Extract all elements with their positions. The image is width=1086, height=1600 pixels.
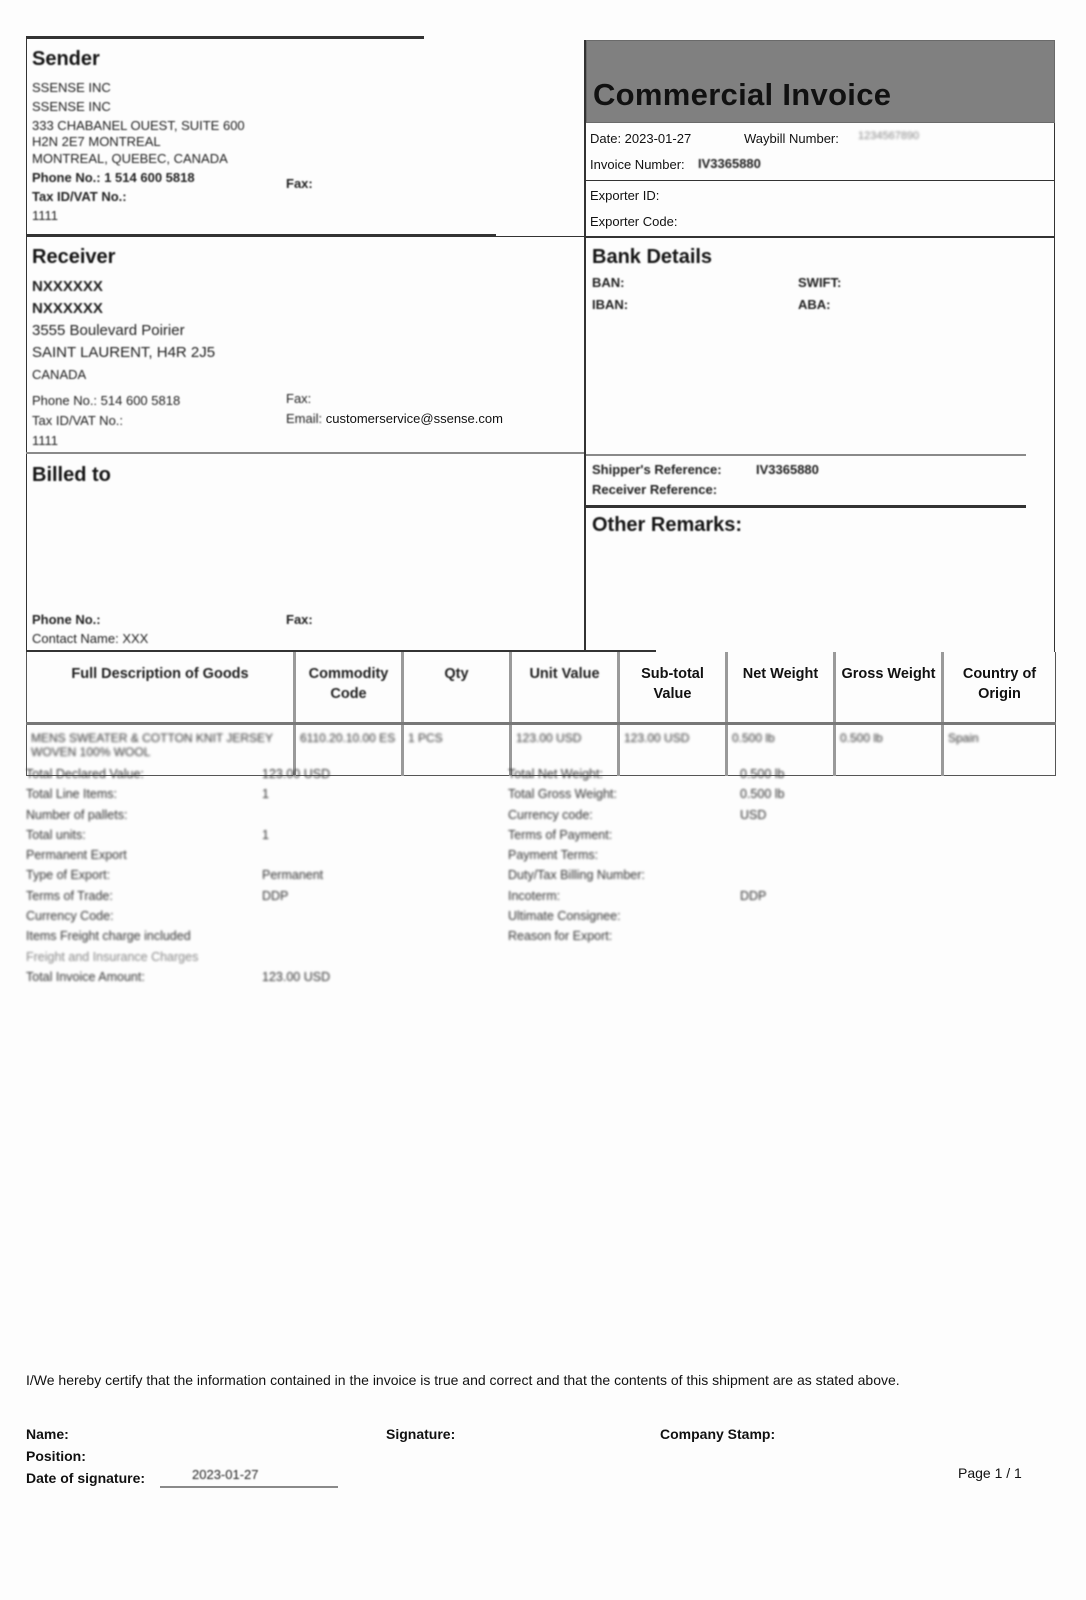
summary-right-label: Total Gross Weight: [508, 787, 617, 802]
date-signature-underline [160, 1486, 338, 1488]
cell-qty: 1 PCS [403, 724, 511, 776]
summary-right-labels [508, 764, 645, 947]
summary-right-value [740, 825, 784, 845]
sender-line: H2N 2E7 MONTREAL [32, 134, 161, 149]
summary-right-label: Duty/Tax Billing Number: [508, 868, 645, 883]
receiver-fax-label: Fax: [286, 391, 312, 406]
col-gross-weight: Gross Weight [835, 652, 943, 724]
receiver-line: 3555 Boulevard Poirier [32, 322, 185, 339]
summary-left-label: Currency Code: [26, 909, 114, 924]
summary-right-value: USD [740, 807, 767, 822]
name-label: Name: [26, 1426, 69, 1442]
summary-left-value [262, 947, 330, 967]
certification-text: I/We hereby certify that the information contained in the invoice is true and correct and that the contents of this shipment are as stated above. [26, 1372, 900, 1388]
summary-left-label: Total Line Items: [26, 787, 118, 802]
summary-left-value: 1 [262, 787, 269, 802]
billed-fax-label: Fax: [286, 612, 313, 627]
summary-left-label: Number of pallets: [26, 807, 128, 822]
bank-label: BAN: [592, 275, 625, 290]
invoice-number-value: IV3365880 [698, 156, 761, 171]
sender-line: Phone No.: 1 514 600 5818 [32, 170, 195, 185]
col-description: Full Description of Goods [27, 652, 295, 724]
sender-line: SSENSE INC [32, 80, 111, 95]
cell-gross-weight: 0.500 lb [835, 724, 943, 776]
sender-fax-label: Fax: [286, 176, 313, 191]
bank-col-2 [798, 272, 841, 316]
waybill-value: 1234567890 [858, 130, 920, 142]
summary-left-value: Permanent [262, 868, 324, 883]
billed-contact: Contact Name: XXX [32, 631, 149, 646]
cell-net-weight: 0.500 lb [727, 724, 835, 776]
receiver-heading: Receiver [32, 246, 116, 268]
summary-left-value [262, 845, 330, 865]
receiver-line: NXXXXXX [32, 300, 103, 317]
receiver-email-label: Email: [286, 411, 323, 426]
bank-heading: Bank Details [592, 246, 713, 268]
bank-label: ABA: [798, 297, 831, 312]
summary-left-label: Items Freight charge included [26, 929, 191, 944]
summary-right-value [740, 926, 784, 946]
receiver-line: Tax ID/VAT No.: [32, 413, 124, 428]
sender-divider [26, 234, 496, 237]
receiver-divider [26, 452, 584, 454]
receiver-contact [32, 391, 180, 451]
col-net-weight: Net Weight [727, 652, 835, 724]
col-qty: Qty [403, 652, 511, 724]
receiver-email-value: customerservice@ssense.com [325, 411, 503, 426]
company-stamp-label: Company Stamp: [660, 1426, 776, 1442]
summary-right-label: Ultimate Consignee: [508, 909, 621, 924]
summary-right-label: Currency code: [508, 807, 593, 822]
remarks-heading: Other Remarks: [592, 514, 743, 536]
date-of-signature-value: 2023-01-27 [192, 1467, 259, 1482]
sender-line: 333 CHABANEL OUEST, SUITE 600 [32, 118, 245, 133]
summary-left-label: Total Invoice Amount: [26, 969, 145, 984]
summary-left-value: 123.00 USD [262, 969, 331, 984]
left-border [26, 36, 27, 666]
page-title: Commercial Invoice [593, 77, 892, 112]
summary-right-value: DDP [740, 888, 767, 903]
waybill-label: Waybill Number: [744, 131, 839, 146]
cell-unit-value: 123.00 USD [511, 724, 619, 776]
summary-left-labels [26, 764, 198, 987]
summary-right-label: Reason for Export: [508, 929, 613, 944]
bank-label: SWIFT: [798, 275, 842, 290]
summary-left-value [262, 926, 330, 946]
summary-right-value [740, 865, 784, 885]
receiver-line: SAINT LAURENT, H4R 2J5 [32, 344, 216, 361]
summary-left-value: 1 [262, 827, 269, 842]
right-border [1054, 40, 1055, 652]
summary-left-label: Terms of Trade: [26, 888, 113, 903]
invoice-date: Date: 2023-01-27 [590, 131, 692, 146]
cell-country: Spain [943, 724, 1056, 776]
receiver-line: NXXXXXX [32, 278, 103, 295]
summary-left-label: Total units: [26, 827, 86, 842]
summary-right-label: Terms of Payment: [508, 827, 613, 842]
exporter-divider [586, 236, 1055, 238]
col-subtotal: Sub-total Value [619, 652, 727, 724]
sender-line: 1111 [32, 208, 59, 223]
col-commodity-code: Commodity Code [295, 652, 403, 724]
summary-left-value [262, 906, 330, 926]
col-unit-value: Unit Value [511, 652, 619, 724]
bank-divider [586, 454, 1026, 456]
sender-address [32, 78, 572, 225]
summary-left-value: DDP [262, 888, 289, 903]
goods-table [26, 652, 1056, 776]
top-rule [26, 36, 424, 39]
receiver-line: 1111 [32, 433, 59, 448]
sender-divider-tail [496, 236, 584, 237]
summary-left-value: 123.00 USD [262, 767, 331, 781]
summary-right-label: Payment Terms: [508, 848, 599, 863]
page-number: Page 1 / 1 [958, 1465, 1022, 1481]
receiver-line: Phone No.: 514 600 5818 [32, 393, 181, 408]
summary-left-label: Freight and Insurance Charges [26, 949, 199, 964]
receiver-line: CANADA [32, 367, 87, 382]
bank-label: IBAN: [592, 297, 629, 312]
cell-description: MENS SWEATER & COTTON KNIT JERSEY WOVEN 100% WOOL [27, 724, 295, 776]
goods-header-row [27, 652, 1056, 724]
sender-line: Tax ID/VAT No.: [32, 189, 127, 204]
summary-right-value: 0.500 lb [740, 767, 785, 781]
cell-commodity-code: 6110.20.10.00 ES [295, 724, 403, 776]
exporter-code-label: Exporter Code: [590, 214, 678, 229]
summary-left-label: Type of Export: [26, 868, 111, 883]
bank-col-1 [592, 272, 628, 316]
reference-divider [586, 505, 1026, 508]
receiver-reference-label: Receiver Reference: [592, 482, 718, 497]
receiver-email [286, 411, 503, 426]
position-label: Position: [26, 1448, 86, 1464]
sender-line: SSENSE INC [32, 99, 111, 114]
summary-left-values [262, 764, 330, 987]
billed-phone-label: Phone No.: [32, 612, 101, 627]
summary-right-values [740, 764, 784, 947]
center-divider [584, 40, 586, 652]
cell-subtotal: 123.00 USD [619, 724, 727, 776]
exporter-id-label: Exporter ID: [590, 188, 660, 203]
summary-left-label: Permanent Export [26, 848, 127, 863]
sender-heading: Sender [32, 48, 100, 70]
date-of-signature-label: Date of signature: [26, 1470, 146, 1486]
summary-right-value: 0.500 lb [740, 787, 785, 802]
billed-heading: Billed to [32, 464, 111, 486]
sender-line: MONTREAL, QUEBEC, CANADA [32, 151, 228, 166]
summary-right-label: Total Net Weight: [508, 767, 603, 781]
summary-right-value [740, 906, 784, 926]
shipper-reference-value: IV3365880 [756, 462, 819, 477]
header-divider [586, 180, 1055, 181]
summary-right-value [740, 845, 784, 865]
col-country-origin: Country of Origin [943, 652, 1056, 724]
summary-left-value [262, 805, 330, 825]
title-bar [586, 40, 1055, 123]
receiver-address [32, 276, 572, 386]
shipper-reference-label: Shipper's Reference: [592, 462, 722, 477]
signature-label: Signature: [386, 1426, 456, 1442]
summary-right-label: Incoterm: [508, 888, 561, 903]
summary-left-label: Total Declared Value: [26, 767, 144, 781]
invoice-number-label: Invoice Number: [590, 157, 685, 172]
